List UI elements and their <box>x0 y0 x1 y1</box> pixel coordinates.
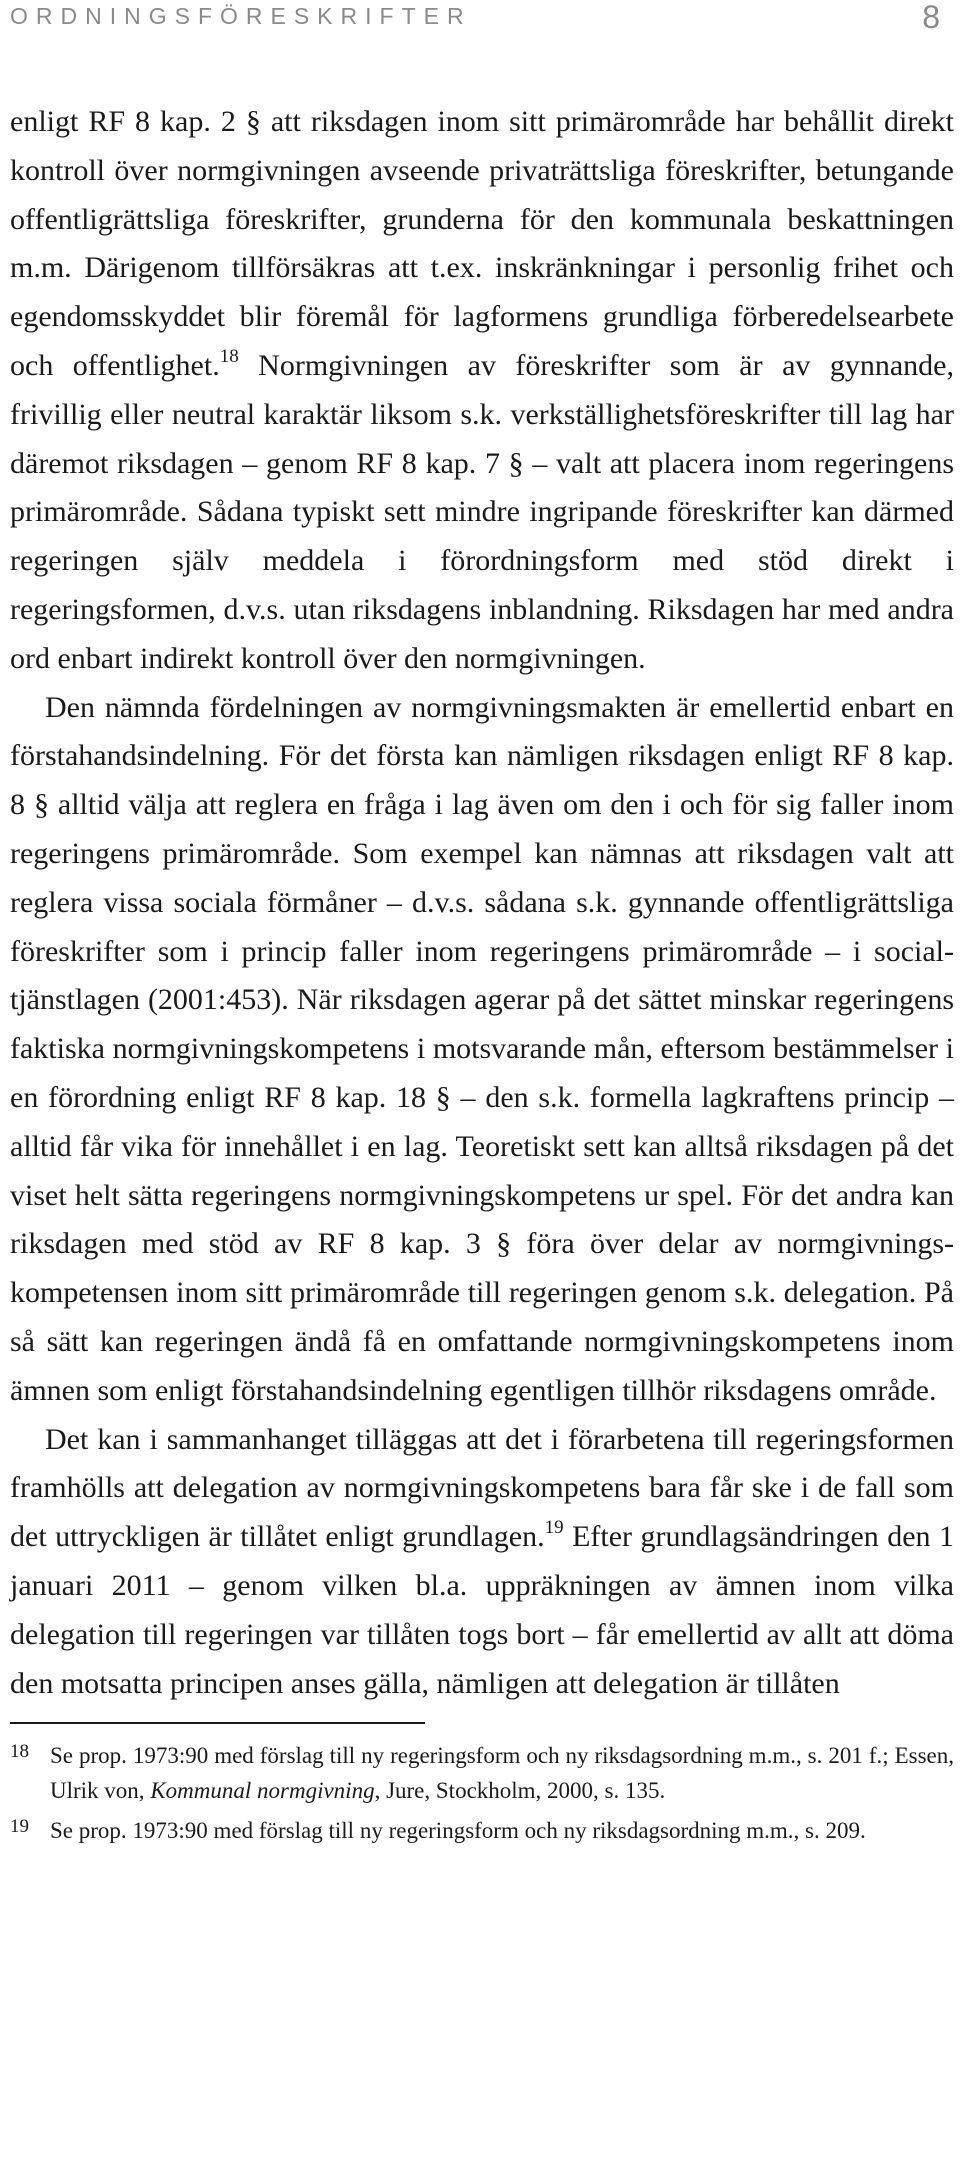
footnote-18 <box>10 1738 954 1808</box>
paragraph-1 <box>10 98 954 684</box>
footnote-text-b: , Jure, Stockholm, 2000, s. 135. <box>374 1778 666 1804</box>
footnote-text <box>50 1738 954 1808</box>
paragraph-1-text-a: enligt RF 8 kap. 2 § att riksdagen inom sitt primärområde har behållit direkt kontroll över normgivningen avseende privaträttsliga föreskrifter, betungande offentligrättsliga föreskrifter, grunderna för den kommunala beskattningen m.m. Därigenom tillförsäkras att t.ex. inskränkningar i personlig frihet och egendomsskyddet blir föremål för lagformens grundliga förberedelsearbete och offentlighet. <box>10 105 954 382</box>
footnote-text: Se prop. 1973:90 med förslag till ny regeringsform och ny riksdagsordning m.m., s. 209. <box>50 1818 866 1844</box>
body-text <box>10 98 954 1708</box>
footnotes <box>10 1722 954 1848</box>
running-header <box>10 0 954 60</box>
footnote-text-a: Se prop. 1973:90 med förslag till ny regeringsform och ny riksdagsordning m.m., s. 201 f.; Essen, Ulrik von, <box>50 1743 954 1804</box>
footnote-marker: 19 <box>10 1816 29 1838</box>
footnote-ref-19[interactable]: 19 <box>544 1517 564 1539</box>
footnote-19 <box>10 1813 954 1848</box>
page-number: 8 <box>922 0 940 35</box>
paragraph-2: Den nämnda fördelningen av normgivningsmakten är emellertid enbart en förstahandsindelning. För det första kan nämligen riksdagen enligt RF 8 kap. 8 § alltid välja att reglera en fråga i lag även om den i och för sig faller inom regeringens primärområde. Som exempel kan nämnas att riksdagen valt att reglera vissa sociala förmåner – d.v.s. sådana s.k. gynnande offentligrättsliga föreskrifter som i princip faller inom regeringens primärområde – i socialtjänstlagen (2001:453). När riksdagen agerar på det sättet minskar regeringens faktiska normgivningskompetens i motsvarande mån, eftersom bestämmelser i en förordning enligt RF 8 kap. 18 § – den s.k. formella lagkraftens princip – alltid får vika för innehållet i en lag. Teoretiskt sett kan alltså riksdagen på det viset helt sätta regeringens normgivningskompetens ur spel. För det andra kan riksdagen med stöd av RF 8 kap. 3 § föra över delar av normgivningskompetensen inom sitt primärområde till regeringen genom s.k. delegation. På så sätt kan regeringen ändå få en omfattande normgivningskompetens inom ämnen som enligt förstahandsindelning egentligen tillhör riksdagens område. <box>10 690 954 1407</box>
header-title: ORDNINGSFÖRESKRIFTER <box>10 3 472 29</box>
footnote-cited-title: Kommunal normgivning <box>150 1778 375 1804</box>
paragraph-3 <box>10 1416 954 1709</box>
footnote-ref-18[interactable]: 18 <box>219 345 239 367</box>
paragraph-1-text-b: Normgivningen av föreskrifter som är av gynnande, frivillig eller neutral karaktär liksom s.k. verkställighetsföreskrifter till lag har däremot riksdagen – genom RF 8 kap. 7 § – valt att placera inom regeringens primärområde. Sådana typiskt sett mindre ingripande föreskrifter kan därmed regeringen själv meddela i förordningsform med stöd direkt i regeringsformen, d.v.s. utan riksdagens inblandning. Riksdagen har med andra ord enbart indirekt kontroll över den normgivningen. <box>10 348 954 675</box>
paragraph-3-text-a: Det kan i sammanhanget tilläggas att det i förarbetena till regeringsformen framhölls att delegation av normgivningskompetens bara får ske i de fall som det uttryckligen är tillåtet enligt grundlagen. <box>10 1422 954 1554</box>
paragraph-3-text-b: Efter grundlagsändringen den 1 januari 2011 – genom vilken bl.a. uppräkningen av ämnen inom vilka delegation till regeringen var tillåten togs bort – får emellertid av allt att döma den motsatta principen anses gälla, nämligen att delegation är tillåten <box>10 1520 954 1700</box>
footnote-marker: 18 <box>10 1741 29 1763</box>
footnote-divider <box>10 1722 425 1724</box>
